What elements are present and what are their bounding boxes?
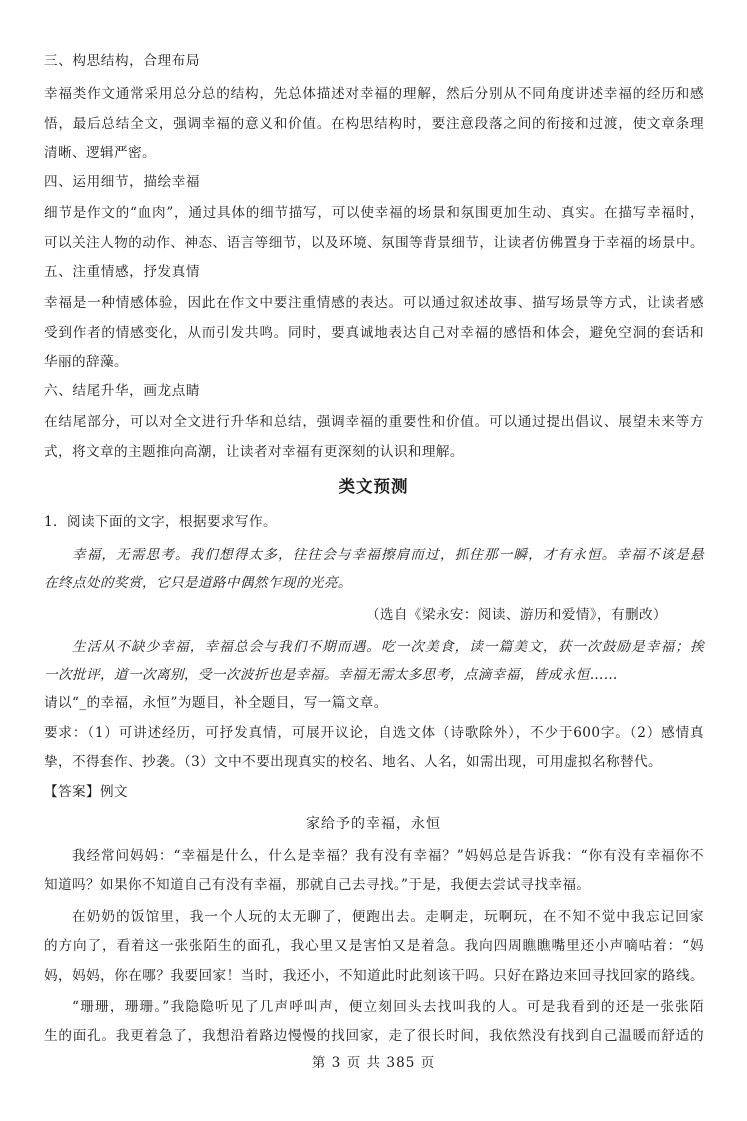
essay-line: 知道吗？如果你不知道自己有没有幸福，那就自己去寻找。”于是，我便去尝试寻找幸福。: [44, 877, 591, 893]
quote-source: （选自《梁永安：阅读、游历和爱情》，有删改）: [365, 607, 667, 623]
section-heading: 六、结尾升华，画龙点睛: [44, 383, 201, 399]
writing-prompt: 请以“_的幸福，永恒”为题目，补全题目，写一篇文章。: [44, 695, 388, 711]
paragraph-line: 幸福是一种情感体验，因此在作文中要注重情感的表达。可以通过叙述故事、描写场景等方式，让读者感: [44, 295, 704, 311]
paragraph-line: 在结尾部分，可以对全文进行升华和总结，强调幸福的重要性和价值。可以通过提出倡议、展望未来等方: [44, 414, 704, 430]
quote-line: 幸福，无需思考。我们想得太多，往往会与幸福擦肩而过，抓住那一瞬，才有永恒。幸福不该是悬: [72, 547, 704, 563]
essay-line: “珊珊，珊珊。”我隐隐听见了几声呼叫声，便立刻回头去找叫我的人。可是我看到的还是一张张陌: [72, 999, 704, 1015]
essay-line: 妈，妈妈，你在哪？我要回家！当时，我还小，不知道此时此刻该干吗。只好在路边来回寻找回家的路线。: [44, 968, 704, 984]
paragraph-line: 式，将文章的主题推向高潮，让读者对幸福有更深刻的认识和理解。: [44, 444, 464, 460]
question-intro: 1．阅读下面的文字，根据要求写作。: [44, 514, 277, 530]
page-number: 第 3 页 共 385 页: [311, 1055, 436, 1071]
essay-line: 在奶奶的饭馆里，我一个人玩的太无聊了，便跑出去。走啊走，玩啊玩，在不知不觉中我忘记回家: [72, 909, 704, 925]
essay-title: 家给予的幸福，永恒: [306, 816, 441, 832]
paragraph-line: 受到作者的情感变化，从而引发共鸣。同时，要真诚地表达自己对幸福的感悟和体会，避免空洞的套话和: [44, 325, 704, 341]
paragraph-line: 可以关注人物的动作、神态、语言等细节，以及环境、氛围等背景细节，让读者仿佛置身于幸福的场景中。: [44, 235, 704, 251]
paragraph-line: 细节是作文的“血肉”，通过具体的细节描写，可以使幸福的场景和氛围更加生动、真实。在描写幸福时，: [44, 205, 704, 221]
paragraph-line: 悟，最后总结全文，强调幸福的意义和价值。在构思结构时，要注意段落之间的衔接和过渡，使文章条理: [44, 116, 704, 132]
quote-line: 生活从不缺少幸福，幸福总会与我们不期而遇。吃一次美食，读一篇美文，获一次鼓励是幸福；挨: [72, 639, 704, 655]
prediction-title: 类文预测: [338, 477, 409, 496]
section-heading: 五、注重情感，抒发真情: [44, 264, 201, 280]
paragraph-line: 幸福类作文通常采用总分总的结构，先总体描述对幸福的理解，然后分别从不同角度讲述幸福的经历和感: [44, 86, 704, 102]
essay-line: 的方向了，看着这一张张陌生的面孔，我心里又是害怕又是着急。我向四周瞧瞧嘴里还小声嘀咕着：“妈: [44, 938, 704, 954]
paragraph-line: 华丽的辞藻。: [44, 354, 128, 370]
requirement-line: 挚，不得套作、抄袭。（3）文中不要出现真实的校名、地名、人名，如需出现，可用虚拟名称替代。: [44, 754, 662, 770]
essay-line: 生的面孔。我更着急了，我想沿着路边慢慢的找回家，走了很长时间，我依然没有找到自己温暖而舒适的: [44, 1028, 704, 1044]
paragraph-line: 清晰、逻辑严密。: [44, 145, 156, 161]
section-heading: 三、构思结构，合理布局: [44, 53, 201, 69]
essay-line: 我经常问妈妈：“幸福是什么，什么是幸福？我有没有幸福？”妈妈总是告诉我：“你有没有幸福你不: [72, 848, 704, 864]
section-heading: 四、运用细节，描绘幸福: [44, 174, 201, 190]
quote-line: 在终点处的奖赏，它只是道路中偶然乍现的光亮。: [44, 575, 352, 591]
answer-label: 【答案】例文: [44, 784, 128, 800]
requirement-line: 要求：（1）可讲述经历，可抒发真情，可展开议论，自选文体（诗歌除外），不少于600字。（2）感情真: [44, 725, 704, 741]
quote-line: 一次批评，道一次离别，受一次波折也是幸福。幸福无需太多思考，点滴幸福，皆成永恒……: [44, 667, 618, 683]
